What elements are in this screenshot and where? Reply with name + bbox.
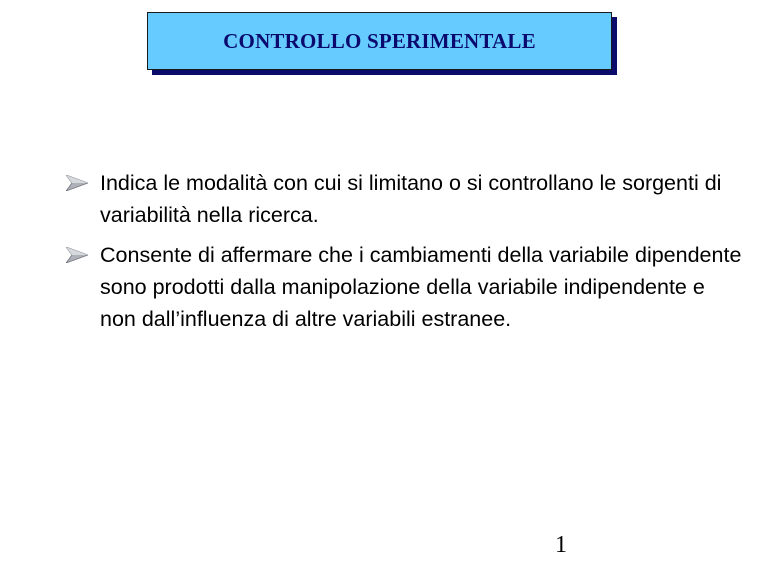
bullet-list bbox=[66, 167, 746, 343]
bullet-text: Consente di affermare che i cambiamenti della variabile dipendente sono prodotti dalla manipolazione della variabile indipendente e non dall’influenza di altre variabili estranee. bbox=[100, 243, 742, 331]
slide-title: CONTROLLO SPERIMENTALE bbox=[223, 28, 536, 53]
arrow-bullet-icon bbox=[66, 175, 88, 191]
bullet-item bbox=[66, 239, 746, 335]
title-box bbox=[147, 12, 612, 70]
bullet-item bbox=[66, 167, 746, 231]
bullet-text: Indica le modalità con cui si limitano o si controllano le sorgenti di variabilità nella ricerca. bbox=[100, 171, 722, 227]
page-number: 1 bbox=[555, 532, 567, 558]
arrow-bullet-icon bbox=[66, 247, 88, 263]
